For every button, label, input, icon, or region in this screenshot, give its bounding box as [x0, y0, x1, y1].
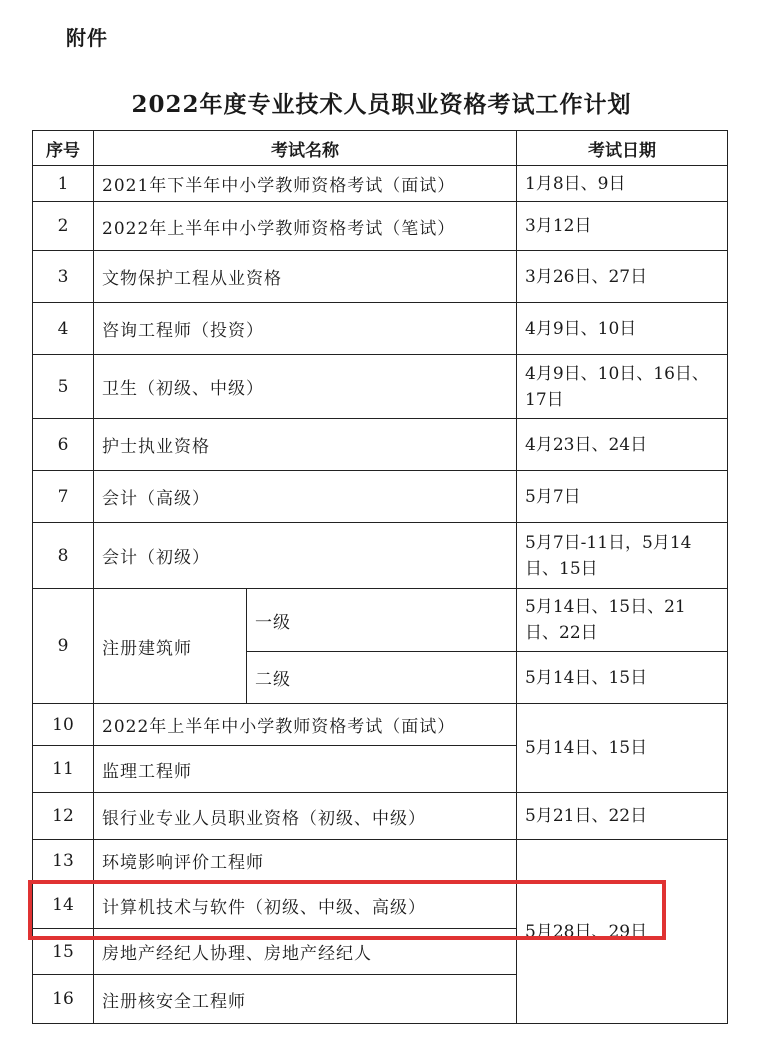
exam-name: 文物保护工程从业资格: [94, 251, 517, 303]
exam-date: 3月26日、27日: [517, 251, 728, 303]
exam-date: 5月7日-11日，5月14日、15日: [517, 523, 728, 589]
row-no: 8: [33, 523, 94, 589]
table-row: [33, 840, 728, 882]
row-no: 14: [33, 882, 94, 929]
exam-level: 二级: [247, 652, 517, 704]
exam-name: 计算机技术与软件（初级、中级、高级）: [94, 882, 517, 929]
row-no: 2: [33, 202, 94, 251]
exam-date: 5月21日、22日: [517, 793, 728, 840]
exam-date: 5月14日、15日: [517, 652, 728, 704]
table-row: [33, 202, 728, 251]
table-row: [33, 303, 728, 355]
table-row: [33, 251, 728, 303]
table-row: [33, 589, 728, 652]
table-row: [33, 793, 728, 840]
exam-name: 咨询工程师（投资）: [94, 303, 517, 355]
exam-date: 4月9日、10日: [517, 303, 728, 355]
table-row: [33, 523, 728, 589]
exam-name: 注册建筑师: [94, 589, 247, 704]
table-row: [33, 166, 728, 202]
col-header-no: 序号: [33, 131, 94, 166]
row-no: 10: [33, 704, 94, 746]
table-row: [33, 419, 728, 471]
row-no: 7: [33, 471, 94, 523]
exam-name: 房地产经纪人协理、房地产经纪人: [94, 929, 517, 975]
row-no: 15: [33, 929, 94, 975]
exam-name: 卫生（初级、中级）: [94, 355, 517, 419]
exam-date: 3月12日: [517, 202, 728, 251]
table-row: [33, 355, 728, 419]
row-no: 13: [33, 840, 94, 882]
exam-name: 会计（高级）: [94, 471, 517, 523]
row-no: 3: [33, 251, 94, 303]
row-no: 4: [33, 303, 94, 355]
row-no: 6: [33, 419, 94, 471]
exam-name: 注册核安全工程师: [94, 975, 517, 1024]
row-no: 12: [33, 793, 94, 840]
exam-date: 4月9日、10日、16日、17日: [517, 355, 728, 419]
exam-schedule-table: [32, 130, 728, 1024]
table-header-row: [33, 131, 728, 166]
row-no: 5: [33, 355, 94, 419]
exam-date: 5月28日、29日: [517, 840, 728, 1024]
exam-name: 2022年上半年中小学教师资格考试（面试）: [94, 704, 517, 746]
exam-date: 5月14日、15日: [517, 704, 728, 793]
table-row: [33, 471, 728, 523]
exam-date: 5月14日、15日、21日、22日: [517, 589, 728, 652]
exam-date: 5月7日: [517, 471, 728, 523]
exam-name: 会计（初级）: [94, 523, 517, 589]
exam-name: 环境影响评价工程师: [94, 840, 517, 882]
exam-date: 1月8日、9日: [517, 166, 728, 202]
exam-name: 2022年上半年中小学教师资格考试（笔试）: [94, 202, 517, 251]
exam-name: 银行业专业人员职业资格（初级、中级）: [94, 793, 517, 840]
attachment-label: 附件: [66, 26, 108, 50]
exam-name: 2021年下半年中小学教师资格考试（面试）: [94, 166, 517, 202]
col-header-name: 考试名称: [94, 131, 517, 166]
row-no: 1: [33, 166, 94, 202]
exam-level: 一级: [247, 589, 517, 652]
row-no: 11: [33, 746, 94, 793]
col-header-date: 考试日期: [517, 131, 728, 166]
exam-name: 护士执业资格: [94, 419, 517, 471]
row-no: 9: [33, 589, 94, 704]
exam-name: 监理工程师: [94, 746, 517, 793]
row-no: 16: [33, 975, 94, 1024]
document-title: 2022年度专业技术人员职业资格考试工作计划: [131, 91, 632, 118]
table-row: [33, 704, 728, 746]
exam-date: 4月23日、24日: [517, 419, 728, 471]
